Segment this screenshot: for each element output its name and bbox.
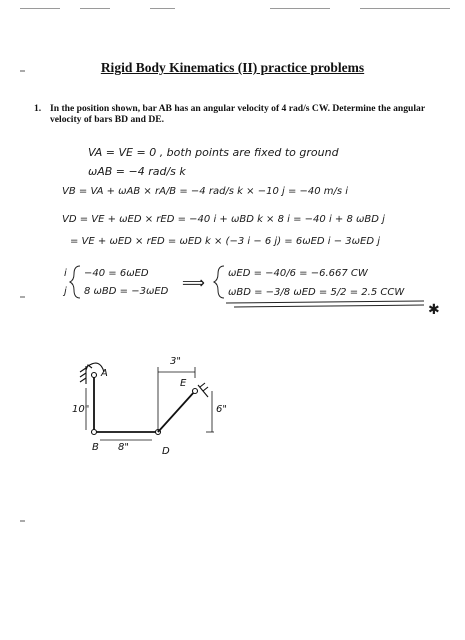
label-e: E [180, 378, 187, 389]
work-line-3: VB = VA + ωAB × rA/B = −4 rad/s k × −10 j = −40 m/s i [62, 186, 349, 197]
system-brace-right [214, 266, 224, 298]
label-b: B [92, 442, 99, 453]
bar-de [158, 391, 195, 432]
answer-star: ✱ [428, 302, 440, 318]
label-d: D [162, 446, 170, 457]
implies-arrow: ⟹ [182, 273, 205, 292]
result-omega-ed: ωED = −40/6 = −6.667 CW [228, 268, 368, 279]
system-j-label: j [64, 286, 67, 297]
system-i-equation: −40 = 6ωED [84, 268, 149, 279]
system-i-label: i [64, 268, 67, 279]
pin-a [92, 373, 97, 378]
result-omega-bd: ωBD = −3/8 ωED = 5/2 = 2.5 CCW [228, 287, 405, 298]
answer-underline [234, 305, 424, 307]
dim-10-label: 10" [72, 404, 90, 415]
system-j-equation: 8 ωBD = −3ωED [84, 286, 169, 297]
dim-6-label: 6" [216, 404, 227, 415]
problem-number: 1. [34, 103, 42, 114]
pin-e [193, 389, 198, 394]
work-line-5: = VE + ωED × rED = ωED k × (−3 i − 6 j) = 6ωED i − 3ωED j [70, 236, 380, 247]
label-a: A [101, 368, 108, 379]
problem-text: In the position shown, bar AB has an angular velocity of 4 rad/s CW. Determine the angular velocity of bars BD and DE. [50, 103, 425, 125]
work-line-2: ωAB = −4 rad/s k [88, 165, 186, 178]
system-brace-left [70, 266, 80, 298]
page-title: Rigid Body Kinematics (II) practice problems [100, 60, 365, 75]
dim-8-label: 8" [118, 442, 129, 453]
work-line-1: VA = VE = 0 , both points are fixed to ground [88, 146, 339, 159]
work-line-4: VD = VE + ωED × rED = −40 i + ωBD k × 8 i = −40 i + 8 ωBD j [62, 214, 385, 225]
answer-underline [226, 301, 424, 303]
dim-3-label: 3" [170, 356, 181, 367]
pin-b [92, 430, 97, 435]
